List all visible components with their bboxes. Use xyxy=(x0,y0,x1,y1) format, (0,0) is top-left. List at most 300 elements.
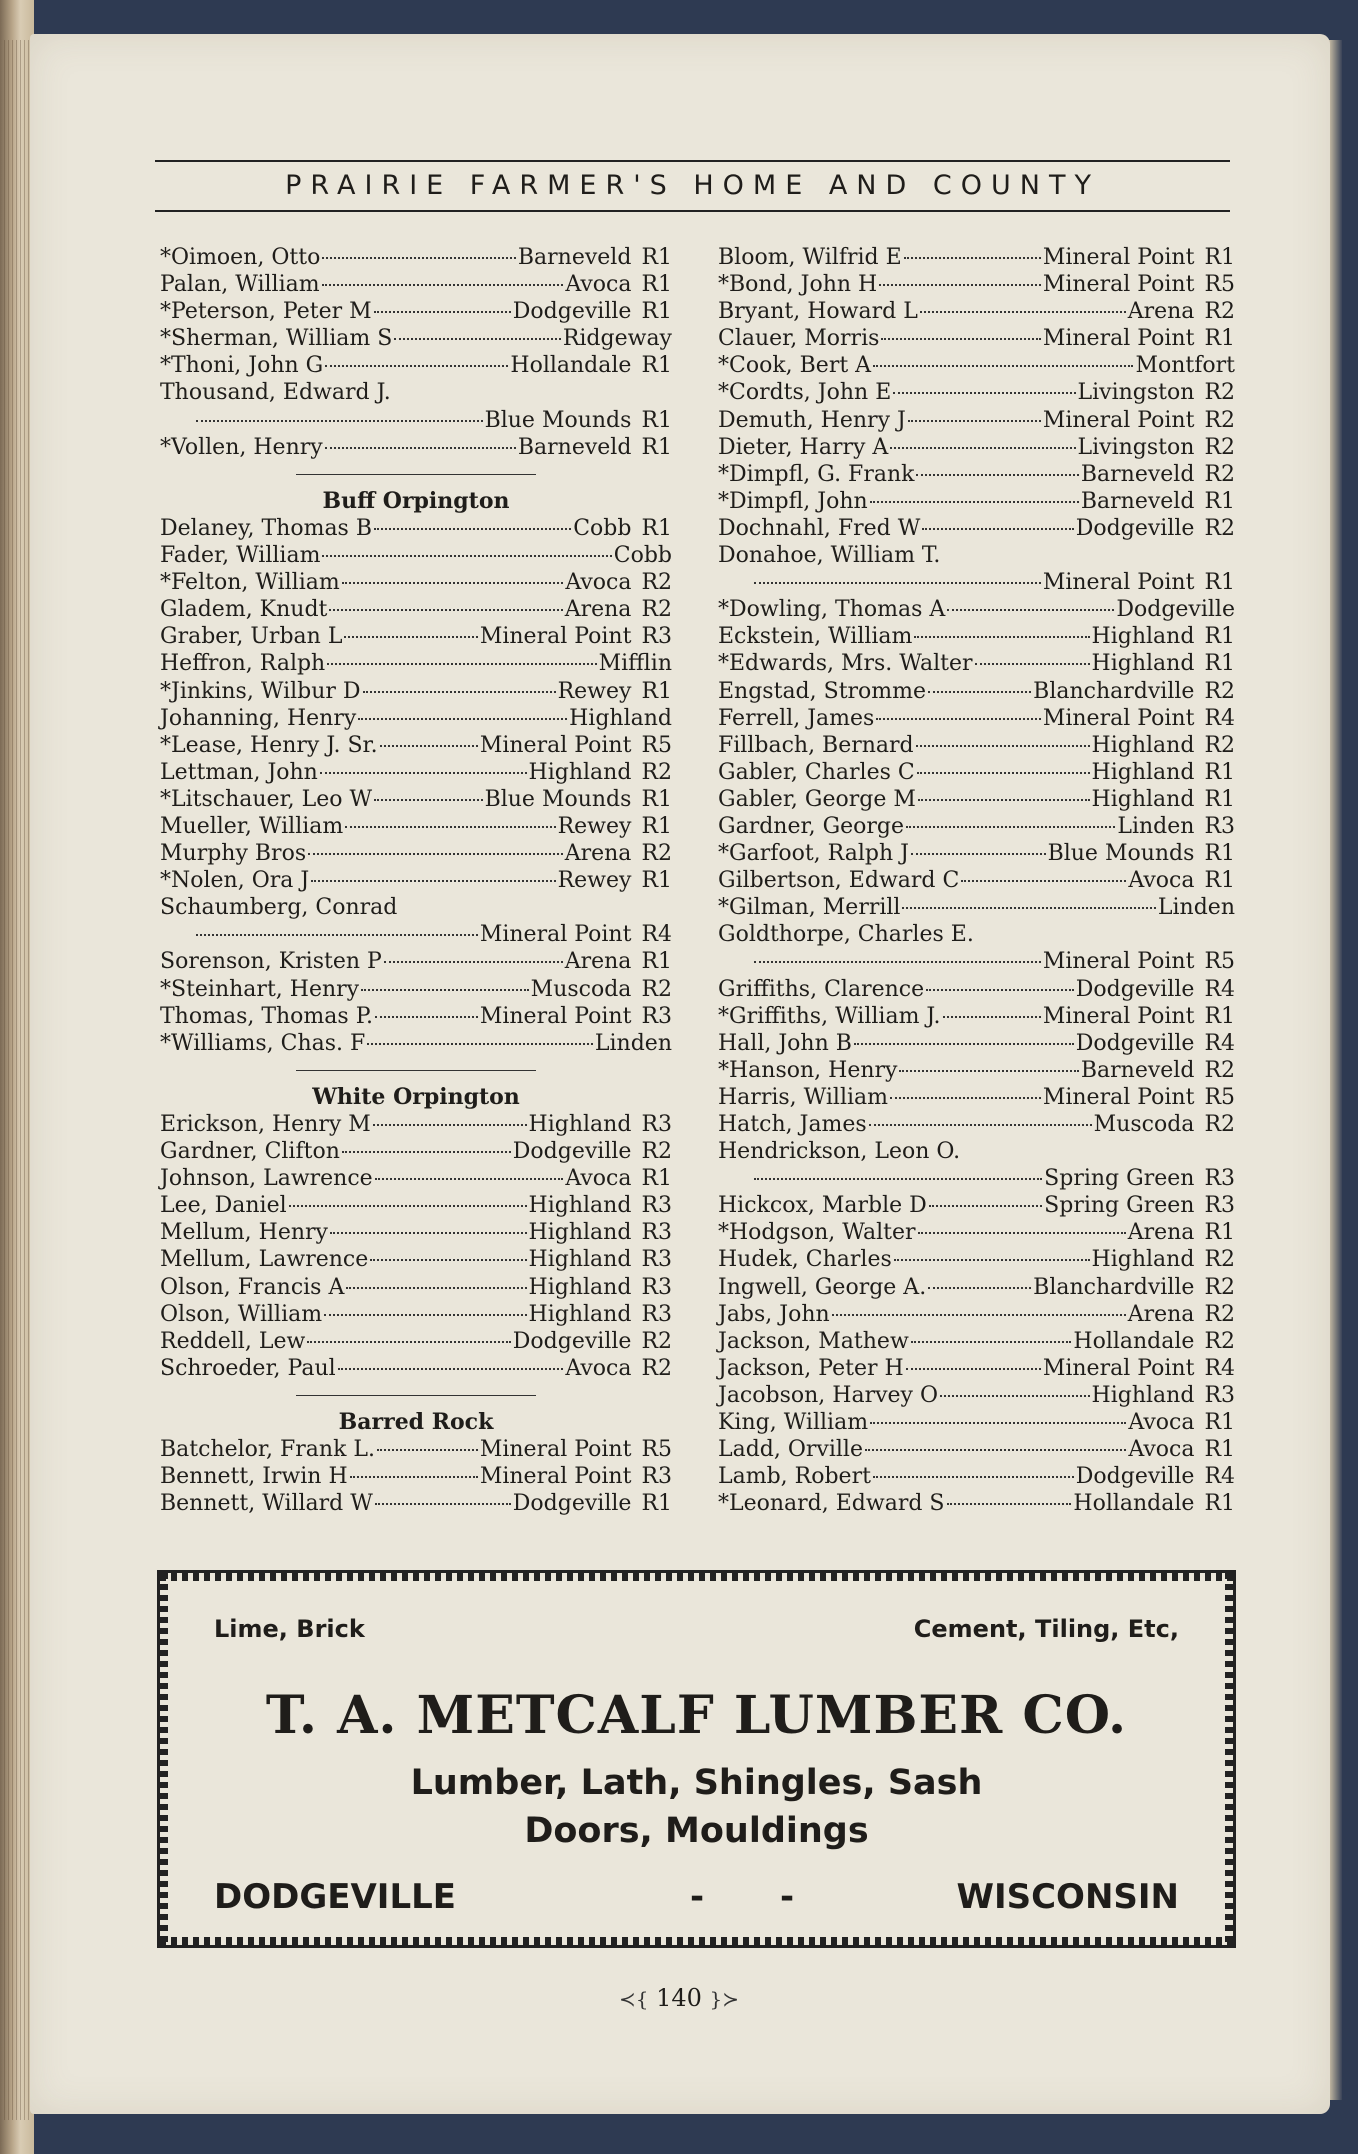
leader-dots xyxy=(920,311,1126,313)
section-divider xyxy=(160,1382,672,1409)
entry-route: R3 xyxy=(641,1193,672,1219)
directory-entry xyxy=(160,1490,672,1517)
entry-name: Goldthorpe, Charles E. xyxy=(718,922,974,948)
entry-place: Highland xyxy=(569,705,672,731)
directory-entry xyxy=(160,515,672,542)
entry-name: Demuth, Henry J xyxy=(718,407,906,433)
entry-route: R3 xyxy=(641,1112,672,1137)
directory-entry xyxy=(160,650,672,677)
entry-route: R4 xyxy=(1204,705,1235,731)
entry-place: Mineral Point xyxy=(1042,326,1195,352)
entry-name: King, William xyxy=(718,1410,869,1436)
entry-place: Blue Mounds xyxy=(1047,841,1195,867)
entry-route: R3 xyxy=(641,1464,672,1490)
entry-place: Avoca xyxy=(565,1166,632,1192)
entry-name: Lettman, John xyxy=(160,759,318,785)
entry-place: Highland xyxy=(528,1247,632,1273)
leader-dots xyxy=(870,1422,1126,1424)
leader-dots xyxy=(308,853,563,855)
entry-name: *Dimpfl, G. Frank xyxy=(718,461,915,487)
leader-dots xyxy=(375,1178,564,1180)
entry-name: Clauer, Morris xyxy=(718,326,880,352)
entry-name: Ingwell, George A. xyxy=(718,1274,927,1300)
leader-dots xyxy=(370,1259,526,1261)
entry-place: Dodgeville xyxy=(1116,597,1235,623)
entry-route: R2 xyxy=(641,1139,672,1165)
entry-name: Jabs, John xyxy=(718,1301,830,1327)
breed-section-heading: Barred Rock xyxy=(338,1409,494,1436)
directory-entry xyxy=(718,352,1235,379)
entry-route: R1 xyxy=(1204,786,1235,812)
entry-name: Ferrell, James xyxy=(718,705,875,731)
ad-state: WISCONSIN xyxy=(956,1877,1179,1917)
leader-dots xyxy=(911,853,1046,855)
directory-entry xyxy=(718,786,1235,813)
entry-name: *Oimoen, Otto xyxy=(160,245,321,270)
entry-place: Dodgeville xyxy=(512,1491,632,1517)
entry-place: Mineral Point xyxy=(1042,407,1195,433)
directory-entry xyxy=(718,623,1235,650)
leader-dots xyxy=(754,961,1041,963)
entry-place: Linden xyxy=(1117,813,1195,839)
ad-products-line-2: Doors, Mouldings xyxy=(524,1811,869,1851)
entry-place: Dodgeville xyxy=(1075,1464,1195,1490)
leader-dots xyxy=(377,1449,478,1451)
directory-entry xyxy=(718,1003,1235,1030)
leader-dots xyxy=(384,961,563,963)
ad-dash: - xyxy=(780,1877,795,1917)
entry-name: Gabler, Charles C xyxy=(718,759,915,785)
directory-entry-name-line xyxy=(718,921,1235,948)
entry-name: *Leonard, Edward S xyxy=(718,1491,945,1517)
directory-entry xyxy=(160,1436,672,1463)
entry-place: Dodgeville xyxy=(1075,1030,1195,1056)
entry-name: *Cook, Bert A xyxy=(718,353,872,379)
leader-dots xyxy=(322,284,564,286)
leader-dots xyxy=(320,772,527,774)
entry-place: Highland xyxy=(1091,1382,1195,1408)
directory-entry-continuation xyxy=(718,948,1235,975)
entry-route: R5 xyxy=(1204,949,1235,975)
entry-place: Highland xyxy=(1091,732,1195,758)
directory-entry xyxy=(718,515,1235,542)
directory-entry xyxy=(718,1490,1235,1517)
entry-route: R4 xyxy=(1204,1464,1235,1490)
section-divider xyxy=(160,1057,672,1084)
entry-place: Highland xyxy=(528,1193,632,1219)
entry-route: R4 xyxy=(1204,1030,1235,1056)
leader-dots xyxy=(894,1259,1090,1261)
entry-name: *Vollen, Henry xyxy=(160,434,323,460)
directory-entry xyxy=(718,325,1235,352)
directory-entry xyxy=(718,1355,1235,1382)
leader-dots xyxy=(926,989,1074,991)
leader-dots xyxy=(940,1395,1090,1397)
leader-dots xyxy=(342,582,564,584)
entry-name: Lamb, Robert xyxy=(718,1464,871,1490)
entry-route: R2 xyxy=(1204,1112,1235,1137)
leader-dots xyxy=(327,663,596,665)
entry-route: R1 xyxy=(641,868,672,894)
entry-name: Dieter, Harry A xyxy=(718,434,889,460)
leader-dots xyxy=(854,1043,1074,1045)
entry-name: Lee, Daniel xyxy=(160,1193,287,1219)
entry-name: *Lease, Henry J. Sr. xyxy=(160,732,378,758)
entry-route: R4 xyxy=(641,922,672,948)
entry-name: Mellum, Lawrence xyxy=(160,1247,369,1273)
entry-route: R1 xyxy=(1204,624,1235,650)
directory-entry-continuation xyxy=(160,407,672,434)
entry-route: R1 xyxy=(641,813,672,839)
entry-place: Hollandale xyxy=(510,353,632,379)
entry-route: R1 xyxy=(1204,245,1235,270)
leader-dots xyxy=(916,474,1078,476)
directory-entry xyxy=(718,732,1235,759)
entry-name: Johnson, Lawrence xyxy=(160,1166,373,1192)
entry-route: R2 xyxy=(1204,515,1235,541)
entry-place: Mineral Point xyxy=(479,1437,632,1463)
entry-route: R3 xyxy=(641,1220,672,1246)
entry-route: R2 xyxy=(1204,434,1235,460)
directory-entry xyxy=(160,352,672,379)
entry-place: Mineral Point xyxy=(1042,1084,1195,1110)
entry-place: Blanchardville xyxy=(1033,1274,1195,1300)
directory-entry xyxy=(718,407,1235,434)
leader-dots xyxy=(832,1314,1126,1316)
entry-name: *Steinhart, Henry xyxy=(160,976,360,1002)
directory-entry xyxy=(160,1165,672,1192)
directory-entry xyxy=(160,298,672,325)
breed-section-heading: Buff Orpington xyxy=(322,487,510,514)
entry-name: Murphy Bros xyxy=(160,841,307,867)
entry-route: R5 xyxy=(1204,1084,1235,1110)
ornament-right-icon: }≻ xyxy=(709,1987,740,2011)
entry-place: Mineral Point xyxy=(1042,949,1195,975)
page-number: 140 xyxy=(656,1984,702,2012)
entry-route: R2 xyxy=(641,1355,672,1381)
entry-name: Reddell, Lew xyxy=(160,1328,306,1354)
directory-entry-name-line xyxy=(718,1138,1235,1165)
directory-entry xyxy=(160,678,672,705)
directory-entry xyxy=(718,867,1235,894)
ad-dash: - xyxy=(690,1877,705,1917)
entry-route: R3 xyxy=(641,624,672,650)
entry-name: Gardner, George xyxy=(718,813,905,839)
entry-place: Spring Green xyxy=(1044,1166,1195,1192)
entry-name: *Edwards, Mrs. Walter xyxy=(718,651,973,677)
directory-entry xyxy=(718,976,1235,1003)
entry-name: Hendrickson, Leon O. xyxy=(718,1139,961,1165)
entry-place: Livingston xyxy=(1077,434,1195,460)
entry-place: Montfort xyxy=(1135,353,1235,379)
directory-entry xyxy=(718,1057,1235,1084)
entry-name: Palan, William xyxy=(160,272,320,298)
entry-name: Schroeder, Paul xyxy=(160,1355,336,1381)
entry-place: Avoca xyxy=(565,570,632,596)
directory-entry xyxy=(718,1192,1235,1219)
leader-dots xyxy=(922,528,1073,530)
directory-entry xyxy=(718,678,1235,705)
leader-dots xyxy=(881,338,1040,340)
entry-name: Gladem, Knudt xyxy=(160,597,328,623)
leader-dots xyxy=(908,420,1041,422)
advertisement-box xyxy=(157,1570,1236,1948)
entry-name: *Hanson, Henry xyxy=(718,1057,898,1083)
entry-name: Engstad, Stromme xyxy=(718,678,927,704)
directory-entry xyxy=(718,271,1235,298)
leader-dots xyxy=(363,691,556,693)
entry-route: R1 xyxy=(641,515,672,541)
leader-dots xyxy=(375,1503,511,1505)
entry-name: *Thoni, John G xyxy=(160,353,324,379)
entry-place: Mineral Point xyxy=(479,922,632,948)
directory-entry xyxy=(718,1030,1235,1057)
entry-place: Arena xyxy=(1127,1220,1195,1246)
leader-dots xyxy=(344,636,477,638)
directory-entry-name-line xyxy=(718,542,1235,569)
leader-dots xyxy=(873,1476,1074,1478)
ad-city: DODGEVILLE xyxy=(214,1877,457,1917)
directory-entry xyxy=(160,1301,672,1328)
entry-name: *Felton, William xyxy=(160,570,340,596)
leader-dots xyxy=(394,338,561,340)
directory-entry xyxy=(718,705,1235,732)
entry-route: R1 xyxy=(1204,1491,1235,1517)
leader-dots xyxy=(917,772,1090,774)
entry-route: R1 xyxy=(1204,1220,1235,1246)
entry-place: Ridgeway xyxy=(562,326,672,352)
leader-dots xyxy=(373,1124,527,1126)
entry-name: Schaumberg, Conrad xyxy=(160,895,398,921)
leader-dots xyxy=(330,1232,527,1234)
entry-place: Highland xyxy=(1091,1247,1195,1273)
directory-entry xyxy=(160,569,672,596)
entry-route: R1 xyxy=(641,678,672,704)
entry-route: R5 xyxy=(641,1437,672,1463)
entry-route: R1 xyxy=(641,407,672,433)
leader-dots xyxy=(754,582,1041,584)
entry-name: Thousand, Edward J. xyxy=(160,380,391,406)
leader-dots xyxy=(374,799,482,801)
entry-place: Dodgeville xyxy=(1075,976,1195,1002)
leader-dots xyxy=(947,609,1114,611)
entry-place: Avoca xyxy=(1128,868,1195,894)
entry-place: Dodgeville xyxy=(512,1328,632,1354)
directory-entry xyxy=(160,596,672,623)
directory-entry xyxy=(718,1409,1235,1436)
directory-entry xyxy=(718,813,1235,840)
entry-place: Blue Mounds xyxy=(484,407,632,433)
entry-route: R1 xyxy=(641,1166,672,1192)
entry-place: Barneveld xyxy=(517,434,632,460)
leader-dots xyxy=(918,799,1090,801)
entry-name: Hudek, Charles xyxy=(718,1247,892,1273)
directory-entry-continuation xyxy=(160,921,672,948)
leader-dots xyxy=(342,1151,511,1153)
leader-dots xyxy=(196,420,483,422)
leader-dots xyxy=(890,1097,1041,1099)
entry-name: Fader, William xyxy=(160,543,321,569)
leader-dots xyxy=(754,1178,1042,1180)
directory-entry xyxy=(160,271,672,298)
leader-dots xyxy=(869,1124,1092,1126)
entry-route: R1 xyxy=(1204,1437,1235,1463)
directory-entry xyxy=(160,1138,672,1165)
entry-name: Graber, Urban L xyxy=(160,624,343,650)
entry-name: *Peterson, Peter M xyxy=(160,299,372,325)
directory-entry xyxy=(718,379,1235,406)
entry-place: Mineral Point xyxy=(1042,272,1195,298)
directory-entry xyxy=(160,786,672,813)
directory-entry xyxy=(718,244,1235,271)
entry-route: R2 xyxy=(1204,380,1235,406)
entry-place: Rewey xyxy=(557,678,632,704)
directory-entry xyxy=(160,1219,672,1246)
entry-place: Spring Green xyxy=(1044,1193,1195,1219)
leader-dots xyxy=(873,365,1133,367)
entry-place: Avoca xyxy=(1128,1437,1195,1463)
entry-route: R1 xyxy=(641,434,672,460)
entry-route: R2 xyxy=(1204,1057,1235,1083)
entry-name: Jacobson, Harvey O xyxy=(718,1382,938,1408)
leader-dots xyxy=(367,1043,593,1045)
entry-route: R2 xyxy=(1204,461,1235,487)
leader-dots xyxy=(890,447,1075,449)
leader-dots xyxy=(914,636,1089,638)
directory-entry xyxy=(718,1301,1235,1328)
entry-name: Johanning, Henry xyxy=(160,705,357,731)
entry-route: R3 xyxy=(641,1003,672,1029)
entry-name: Hatch, James xyxy=(718,1112,867,1137)
entry-route: R2 xyxy=(1204,1274,1235,1300)
directory-entry xyxy=(160,244,672,271)
entry-route: R2 xyxy=(1204,1247,1235,1273)
entry-name: Batchelor, Frank L. xyxy=(160,1437,375,1463)
entry-name: *Williams, Chas. F xyxy=(160,1030,366,1056)
directory-entry xyxy=(160,705,672,732)
entry-place: Dodgeville xyxy=(1075,515,1195,541)
leader-dots xyxy=(929,1205,1042,1207)
ornament-left-icon: ≺{ xyxy=(618,1987,649,2011)
directory-entry xyxy=(160,1111,672,1138)
directory-entry-name-line xyxy=(160,379,672,406)
entry-place: Mineral Point xyxy=(479,732,632,758)
directory-entry xyxy=(718,1219,1235,1246)
binding-pages xyxy=(4,40,30,2120)
entry-route: R1 xyxy=(1204,570,1235,596)
entry-name: *Bond, John H xyxy=(718,272,878,298)
entry-name: Jackson, Mathew xyxy=(718,1328,909,1354)
leader-dots xyxy=(322,257,516,259)
entry-route: R2 xyxy=(641,1328,672,1354)
leader-dots xyxy=(307,1341,511,1343)
entry-name: Gabler, George M xyxy=(718,786,916,812)
entry-route: R5 xyxy=(1204,272,1235,298)
leader-dots xyxy=(325,365,508,367)
entry-name: *Griffiths, William J. xyxy=(718,1003,941,1029)
directory-entry xyxy=(718,1274,1235,1301)
directory-entry xyxy=(160,759,672,786)
entry-route: R1 xyxy=(641,786,672,812)
entry-route: R3 xyxy=(1204,1382,1235,1408)
entry-route: R3 xyxy=(1204,1166,1235,1192)
entry-route: R1 xyxy=(1204,841,1235,867)
entry-place: Barneveld xyxy=(1080,488,1195,514)
entry-place: Mineral Point xyxy=(1042,1003,1195,1029)
entry-route: R2 xyxy=(641,841,672,867)
entry-place: Linden xyxy=(1157,895,1235,921)
entry-name: *Garfoot, Ralph J xyxy=(718,841,909,867)
entry-place: Mineral Point xyxy=(1042,570,1195,596)
entry-place: Highland xyxy=(1091,651,1195,677)
entry-place: Highland xyxy=(1091,786,1195,812)
entry-name: Bennett, Willard W xyxy=(160,1491,373,1517)
directory-entry xyxy=(160,1463,672,1490)
entry-route: R5 xyxy=(641,732,672,758)
entry-place: Rewey xyxy=(557,868,632,894)
directory-entry xyxy=(718,894,1235,921)
entry-name: Mellum, Henry xyxy=(160,1220,328,1246)
directory-entry xyxy=(160,1274,672,1301)
leader-dots xyxy=(904,257,1041,259)
book-binding xyxy=(0,0,34,2154)
entry-route: R1 xyxy=(1204,651,1235,677)
entry-name: Bloom, Wilfrid E xyxy=(718,245,902,270)
entry-route: R2 xyxy=(641,597,672,623)
entry-place: Mineral Point xyxy=(479,624,632,650)
leader-dots xyxy=(322,555,611,557)
leader-dots xyxy=(906,826,1115,828)
leader-dots xyxy=(961,880,1126,882)
directory-entry xyxy=(718,298,1235,325)
entry-name: *Nolen, Ora J xyxy=(160,868,310,894)
ad-products-line-1: Lumber, Lath, Shingles, Sash xyxy=(410,1763,983,1803)
directory-entry xyxy=(718,1111,1235,1138)
entry-name: Ladd, Orville xyxy=(718,1437,863,1463)
entry-place: Avoca xyxy=(565,1355,632,1381)
directory-entry xyxy=(160,1030,672,1057)
directory-entry xyxy=(718,434,1235,461)
entry-route: R2 xyxy=(1204,1328,1235,1354)
entry-place: Mineral Point xyxy=(1042,245,1195,270)
breed-section-heading: White Orpington xyxy=(312,1083,520,1110)
entry-place: Barneveld xyxy=(517,245,632,270)
entry-name: Dochnahl, Fred W xyxy=(718,515,921,541)
entry-place: Arena xyxy=(564,949,632,975)
entry-route: R1 xyxy=(1204,326,1235,352)
directory-entry xyxy=(718,596,1235,623)
leader-dots xyxy=(338,1368,564,1370)
entry-name: Olson, William xyxy=(160,1301,323,1327)
entry-name: Jackson, Peter H xyxy=(718,1355,904,1381)
ad-top-right-text: Cement, Tiling, Etc, xyxy=(913,1615,1179,1643)
entry-place: Hollandale xyxy=(1073,1491,1195,1517)
directory-entry xyxy=(160,623,672,650)
leader-dots xyxy=(906,1368,1041,1370)
entry-name: *Cordts, John E xyxy=(718,380,892,406)
entry-name: Thomas, Thomas P. xyxy=(160,1003,374,1029)
entry-route: R1 xyxy=(641,299,672,325)
entry-place: Mineral Point xyxy=(1042,705,1195,731)
left-column xyxy=(160,244,672,1517)
leader-dots xyxy=(876,718,1041,720)
directory-entry xyxy=(160,840,672,867)
entry-route: R2 xyxy=(1204,407,1235,433)
entry-route: R3 xyxy=(641,1274,672,1300)
entry-place: Linden xyxy=(594,1030,672,1056)
directory-entry xyxy=(718,461,1235,488)
directory-entry xyxy=(718,1436,1235,1463)
